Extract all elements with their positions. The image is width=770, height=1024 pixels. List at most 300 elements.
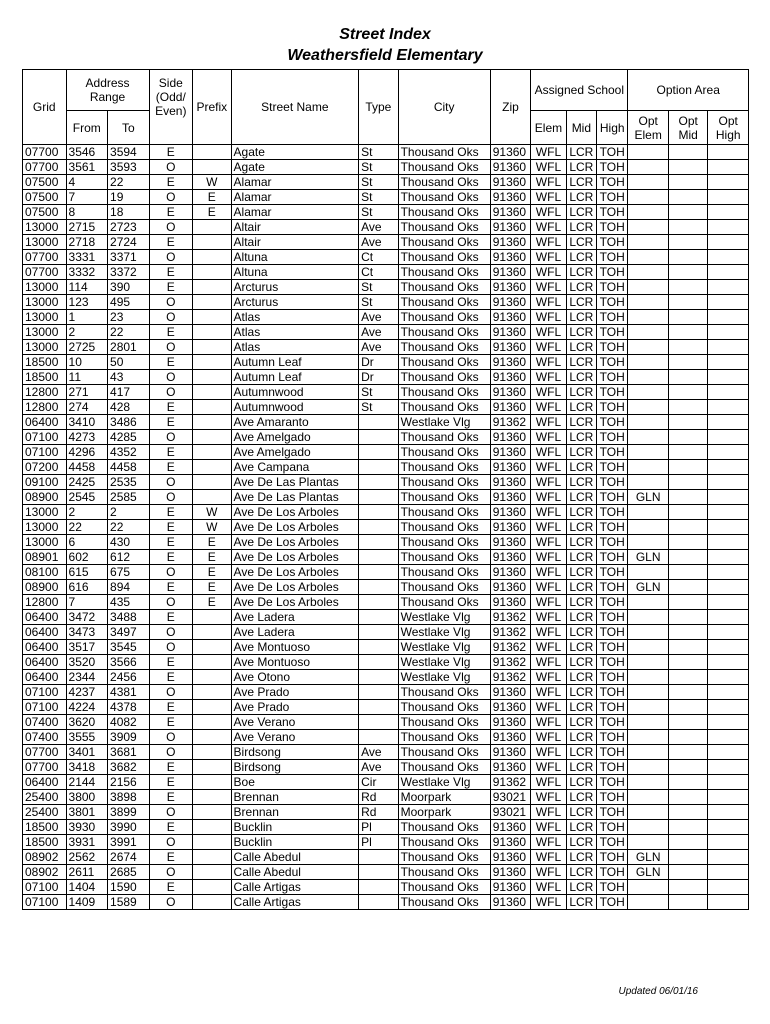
cell-city: Westlake Vlg	[398, 625, 490, 640]
cell-prefix: E	[193, 550, 231, 565]
cell-grid: 06400	[23, 640, 67, 655]
cell-opt-elem	[628, 775, 669, 790]
cell-opt-elem	[628, 595, 669, 610]
cell-opt-mid	[668, 190, 707, 205]
cell-mid: LCR	[566, 220, 596, 235]
cell-prefix: E	[193, 595, 231, 610]
cell-prefix	[193, 685, 231, 700]
cell-street-name: Brennan	[231, 805, 359, 820]
cell-opt-elem	[628, 685, 669, 700]
cell-city: Moorpark	[398, 790, 490, 805]
cell-opt-high	[708, 520, 749, 535]
cell-from: 22	[66, 520, 108, 535]
header-assigned-school: Assigned School	[531, 70, 628, 111]
cell-street-name: Ave Otono	[231, 670, 359, 685]
cell-opt-elem	[628, 340, 669, 355]
cell-type: Ave	[359, 235, 398, 250]
cell-high: TOH	[597, 550, 628, 565]
cell-grid: 18500	[23, 835, 67, 850]
cell-to: 3681	[108, 745, 150, 760]
cell-zip: 91360	[490, 190, 531, 205]
cell-opt-mid	[668, 715, 707, 730]
cell-high: TOH	[597, 445, 628, 460]
updated-date: Updated 06/01/16	[618, 986, 698, 997]
cell-to: 1590	[108, 880, 150, 895]
cell-opt-high	[708, 550, 749, 565]
cell-mid: LCR	[566, 850, 596, 865]
cell-city: Thousand Oks	[398, 535, 490, 550]
cell-from: 1404	[66, 880, 108, 895]
cell-city: Thousand Oks	[398, 385, 490, 400]
cell-zip: 91360	[490, 535, 531, 550]
cell-opt-high	[708, 160, 749, 175]
cell-zip: 91360	[490, 880, 531, 895]
cell-from: 3620	[66, 715, 108, 730]
header-address-range: Address Range	[66, 70, 149, 111]
cell-zip: 91360	[490, 235, 531, 250]
cell-city: Thousand Oks	[398, 205, 490, 220]
cell-elem: WFL	[531, 835, 566, 850]
cell-opt-mid	[668, 820, 707, 835]
cell-high: TOH	[597, 790, 628, 805]
cell-prefix	[193, 385, 231, 400]
cell-opt-elem	[628, 655, 669, 670]
cell-opt-mid	[668, 220, 707, 235]
cell-opt-high	[708, 265, 749, 280]
cell-opt-mid	[668, 340, 707, 355]
cell-opt-elem	[628, 640, 669, 655]
cell-opt-elem	[628, 415, 669, 430]
cell-to: 3594	[108, 145, 150, 160]
cell-mid: LCR	[566, 715, 596, 730]
cell-opt-high	[708, 430, 749, 445]
cell-side: O	[149, 595, 193, 610]
cell-from: 4296	[66, 445, 108, 460]
cell-street-name: Birdsong	[231, 745, 359, 760]
cell-prefix: E	[193, 580, 231, 595]
cell-to: 3991	[108, 835, 150, 850]
cell-opt-high	[708, 685, 749, 700]
cell-street-name: Alamar	[231, 205, 359, 220]
cell-type: St	[359, 175, 398, 190]
cell-to: 3486	[108, 415, 150, 430]
cell-grid: 13000	[23, 280, 67, 295]
cell-opt-mid	[668, 460, 707, 475]
cell-high: TOH	[597, 370, 628, 385]
cell-grid: 06400	[23, 415, 67, 430]
cell-grid: 08901	[23, 550, 67, 565]
cell-high: TOH	[597, 760, 628, 775]
cell-opt-elem	[628, 790, 669, 805]
cell-elem: WFL	[531, 475, 566, 490]
cell-grid: 07100	[23, 430, 67, 445]
cell-opt-elem	[628, 730, 669, 745]
cell-elem: WFL	[531, 790, 566, 805]
cell-grid: 25400	[23, 790, 67, 805]
cell-opt-high	[708, 625, 749, 640]
table-body	[23, 145, 749, 910]
cell-opt-mid	[668, 565, 707, 580]
cell-opt-elem	[628, 355, 669, 370]
cell-opt-elem	[628, 400, 669, 415]
cell-type: Pl	[359, 835, 398, 850]
cell-city: Thousand Oks	[398, 700, 490, 715]
table-row	[23, 745, 749, 760]
cell-street-name: Calle Artigas	[231, 880, 359, 895]
cell-prefix	[193, 490, 231, 505]
cell-mid: LCR	[566, 145, 596, 160]
cell-prefix	[193, 370, 231, 385]
cell-to: 4381	[108, 685, 150, 700]
cell-side: E	[149, 505, 193, 520]
cell-opt-mid	[668, 160, 707, 175]
cell-type: Cir	[359, 775, 398, 790]
cell-opt-mid	[668, 775, 707, 790]
cell-street-name: Ave Ladera	[231, 610, 359, 625]
cell-prefix	[193, 880, 231, 895]
cell-city: Thousand Oks	[398, 265, 490, 280]
header-side: Side (Odd/ Even)	[149, 70, 193, 145]
cell-street-name: Autumnwood	[231, 385, 359, 400]
cell-opt-mid	[668, 205, 707, 220]
cell-opt-elem	[628, 895, 669, 910]
cell-elem: WFL	[531, 580, 566, 595]
cell-city: Thousand Oks	[398, 430, 490, 445]
cell-zip: 91360	[490, 295, 531, 310]
cell-street-name: Birdsong	[231, 760, 359, 775]
cell-mid: LCR	[566, 775, 596, 790]
cell-side: O	[149, 475, 193, 490]
cell-opt-elem	[628, 625, 669, 640]
cell-from: 2611	[66, 865, 108, 880]
cell-mid: LCR	[566, 625, 596, 640]
cell-from: 4458	[66, 460, 108, 475]
cell-to: 2801	[108, 340, 150, 355]
cell-mid: LCR	[566, 895, 596, 910]
cell-opt-high	[708, 610, 749, 625]
cell-side: O	[149, 295, 193, 310]
cell-opt-elem: GLN	[628, 550, 669, 565]
cell-side: E	[149, 790, 193, 805]
cell-opt-high	[708, 385, 749, 400]
cell-zip: 91360	[490, 220, 531, 235]
cell-grid: 07700	[23, 160, 67, 175]
cell-type	[359, 520, 398, 535]
table-row	[23, 550, 749, 565]
cell-grid: 07700	[23, 745, 67, 760]
cell-type: St	[359, 205, 398, 220]
cell-high: TOH	[597, 385, 628, 400]
cell-mid: LCR	[566, 355, 596, 370]
cell-city: Thousand Oks	[398, 355, 490, 370]
cell-side: O	[149, 340, 193, 355]
cell-high: TOH	[597, 610, 628, 625]
cell-side: E	[149, 520, 193, 535]
cell-grid: 25400	[23, 805, 67, 820]
cell-opt-elem	[628, 190, 669, 205]
cell-side: O	[149, 565, 193, 580]
cell-grid: 13000	[23, 220, 67, 235]
table-row	[23, 160, 749, 175]
page-subtitle: Weathersfield Elementary	[287, 47, 483, 64]
cell-opt-high	[708, 310, 749, 325]
cell-mid: LCR	[566, 865, 596, 880]
cell-mid: LCR	[566, 175, 596, 190]
cell-grid: 08900	[23, 580, 67, 595]
cell-side: O	[149, 835, 193, 850]
cell-city: Westlake Vlg	[398, 670, 490, 685]
cell-side: E	[149, 775, 193, 790]
cell-opt-mid	[668, 310, 707, 325]
cell-elem: WFL	[531, 370, 566, 385]
cell-mid: LCR	[566, 550, 596, 565]
cell-zip: 91360	[490, 145, 531, 160]
cell-zip: 91362	[490, 625, 531, 640]
cell-high: TOH	[597, 850, 628, 865]
cell-opt-mid	[668, 385, 707, 400]
cell-city: Thousand Oks	[398, 190, 490, 205]
cell-from: 4273	[66, 430, 108, 445]
cell-type	[359, 895, 398, 910]
cell-city: Thousand Oks	[398, 310, 490, 325]
table-row	[23, 700, 749, 715]
cell-street-name: Ave De Las Plantas	[231, 475, 359, 490]
table-row	[23, 340, 749, 355]
cell-type: Ave	[359, 745, 398, 760]
cell-street-name: Ave Amelgado	[231, 430, 359, 445]
cell-prefix	[193, 865, 231, 880]
cell-to: 430	[108, 535, 150, 550]
cell-mid: LCR	[566, 805, 596, 820]
cell-high: TOH	[597, 730, 628, 745]
cell-opt-high	[708, 340, 749, 355]
cell-grid: 13000	[23, 295, 67, 310]
cell-high: TOH	[597, 415, 628, 430]
table-row	[23, 535, 749, 550]
cell-mid: LCR	[566, 415, 596, 430]
cell-street-name: Ave De Los Arboles	[231, 535, 359, 550]
cell-type: St	[359, 160, 398, 175]
cell-opt-high	[708, 745, 749, 760]
cell-from: 3800	[66, 790, 108, 805]
cell-opt-high	[708, 700, 749, 715]
cell-mid: LCR	[566, 190, 596, 205]
cell-street-name: Ave Amelgado	[231, 445, 359, 460]
cell-side: E	[149, 655, 193, 670]
cell-opt-elem	[628, 235, 669, 250]
header-from: From	[66, 111, 108, 145]
cell-opt-mid	[668, 850, 707, 865]
cell-type	[359, 880, 398, 895]
cell-street-name: Ave Montuoso	[231, 655, 359, 670]
cell-mid: LCR	[566, 250, 596, 265]
cell-from: 616	[66, 580, 108, 595]
cell-city: Thousand Oks	[398, 325, 490, 340]
cell-opt-elem	[628, 295, 669, 310]
cell-from: 2	[66, 325, 108, 340]
cell-city: Thousand Oks	[398, 520, 490, 535]
cell-city: Thousand Oks	[398, 490, 490, 505]
cell-high: TOH	[597, 805, 628, 820]
cell-zip: 91360	[490, 385, 531, 400]
cell-grid: 07500	[23, 205, 67, 220]
cell-elem: WFL	[531, 775, 566, 790]
cell-elem: WFL	[531, 745, 566, 760]
cell-grid: 13000	[23, 325, 67, 340]
cell-opt-mid	[668, 550, 707, 565]
cell-opt-elem	[628, 760, 669, 775]
cell-city: Thousand Oks	[398, 370, 490, 385]
cell-city: Thousand Oks	[398, 220, 490, 235]
cell-grid: 06400	[23, 670, 67, 685]
table-row	[23, 250, 749, 265]
table-row	[23, 790, 749, 805]
cell-side: O	[149, 310, 193, 325]
cell-opt-mid	[668, 625, 707, 640]
cell-high: TOH	[597, 190, 628, 205]
cell-type: St	[359, 295, 398, 310]
cell-zip: 91360	[490, 730, 531, 745]
cell-elem: WFL	[531, 235, 566, 250]
cell-from: 3332	[66, 265, 108, 280]
cell-street-name: Arcturus	[231, 280, 359, 295]
cell-to: 2585	[108, 490, 150, 505]
cell-opt-high	[708, 580, 749, 595]
cell-elem: WFL	[531, 205, 566, 220]
cell-grid: 07100	[23, 895, 67, 910]
cell-to: 3899	[108, 805, 150, 820]
cell-prefix	[193, 835, 231, 850]
cell-prefix	[193, 670, 231, 685]
cell-prefix	[193, 700, 231, 715]
cell-opt-elem	[628, 310, 669, 325]
cell-zip: 93021	[490, 790, 531, 805]
cell-grid: 07700	[23, 145, 67, 160]
cell-city: Thousand Oks	[398, 295, 490, 310]
cell-to: 3990	[108, 820, 150, 835]
cell-side: E	[149, 760, 193, 775]
cell-elem: WFL	[531, 610, 566, 625]
cell-to: 2456	[108, 670, 150, 685]
cell-city: Westlake Vlg	[398, 640, 490, 655]
cell-mid: LCR	[566, 685, 596, 700]
cell-prefix	[193, 790, 231, 805]
cell-from: 2715	[66, 220, 108, 235]
cell-to: 3545	[108, 640, 150, 655]
header-zip: Zip	[490, 70, 531, 145]
cell-opt-high	[708, 220, 749, 235]
cell-side: O	[149, 865, 193, 880]
cell-elem: WFL	[531, 265, 566, 280]
cell-prefix	[193, 235, 231, 250]
cell-type	[359, 430, 398, 445]
table-row	[23, 220, 749, 235]
cell-prefix	[193, 760, 231, 775]
cell-opt-elem	[628, 715, 669, 730]
cell-from: 4237	[66, 685, 108, 700]
cell-mid: LCR	[566, 790, 596, 805]
cell-grid: 07100	[23, 700, 67, 715]
cell-grid: 06400	[23, 625, 67, 640]
cell-opt-mid	[668, 445, 707, 460]
cell-to: 3497	[108, 625, 150, 640]
cell-street-name: Altair	[231, 220, 359, 235]
cell-elem: WFL	[531, 385, 566, 400]
cell-city: Thousand Oks	[398, 715, 490, 730]
table-row	[23, 445, 749, 460]
cell-street-name: Agate	[231, 160, 359, 175]
cell-high: TOH	[597, 625, 628, 640]
cell-opt-mid	[668, 700, 707, 715]
cell-elem: WFL	[531, 295, 566, 310]
cell-prefix	[193, 445, 231, 460]
cell-type: St	[359, 385, 398, 400]
cell-side: E	[149, 205, 193, 220]
cell-to: 2156	[108, 775, 150, 790]
cell-prefix	[193, 310, 231, 325]
cell-opt-mid	[668, 670, 707, 685]
cell-prefix: E	[193, 205, 231, 220]
cell-city: Thousand Oks	[398, 505, 490, 520]
cell-from: 2545	[66, 490, 108, 505]
cell-zip: 91362	[490, 775, 531, 790]
cell-to: 435	[108, 595, 150, 610]
cell-from: 1409	[66, 895, 108, 910]
cell-elem: WFL	[531, 505, 566, 520]
cell-opt-mid	[668, 580, 707, 595]
table-row	[23, 850, 749, 865]
cell-mid: LCR	[566, 760, 596, 775]
cell-opt-mid	[668, 235, 707, 250]
cell-type	[359, 865, 398, 880]
cell-zip: 91360	[490, 850, 531, 865]
cell-zip: 91362	[490, 640, 531, 655]
cell-type: Ave	[359, 340, 398, 355]
cell-side: O	[149, 895, 193, 910]
cell-side: O	[149, 625, 193, 640]
cell-grid: 07400	[23, 715, 67, 730]
cell-high: TOH	[597, 175, 628, 190]
cell-type	[359, 655, 398, 670]
cell-opt-elem	[628, 460, 669, 475]
cell-elem: WFL	[531, 415, 566, 430]
cell-high: TOH	[597, 685, 628, 700]
cell-grid: 08902	[23, 850, 67, 865]
cell-prefix	[193, 895, 231, 910]
cell-prefix	[193, 625, 231, 640]
cell-mid: LCR	[566, 580, 596, 595]
cell-elem: WFL	[531, 685, 566, 700]
cell-street-name: Calle Abedul	[231, 850, 359, 865]
cell-opt-elem	[628, 160, 669, 175]
table-row	[23, 610, 749, 625]
cell-city: Thousand Oks	[398, 445, 490, 460]
table-row	[23, 820, 749, 835]
cell-type	[359, 490, 398, 505]
cell-opt-elem: GLN	[628, 580, 669, 595]
cell-opt-high	[708, 205, 749, 220]
cell-from: 4224	[66, 700, 108, 715]
cell-zip: 91360	[490, 820, 531, 835]
cell-city: Thousand Oks	[398, 865, 490, 880]
cell-high: TOH	[597, 310, 628, 325]
cell-from: 3517	[66, 640, 108, 655]
header-option-area: Option Area	[628, 70, 749, 111]
cell-side: O	[149, 385, 193, 400]
cell-type	[359, 670, 398, 685]
cell-grid: 07200	[23, 460, 67, 475]
cell-opt-elem	[628, 220, 669, 235]
